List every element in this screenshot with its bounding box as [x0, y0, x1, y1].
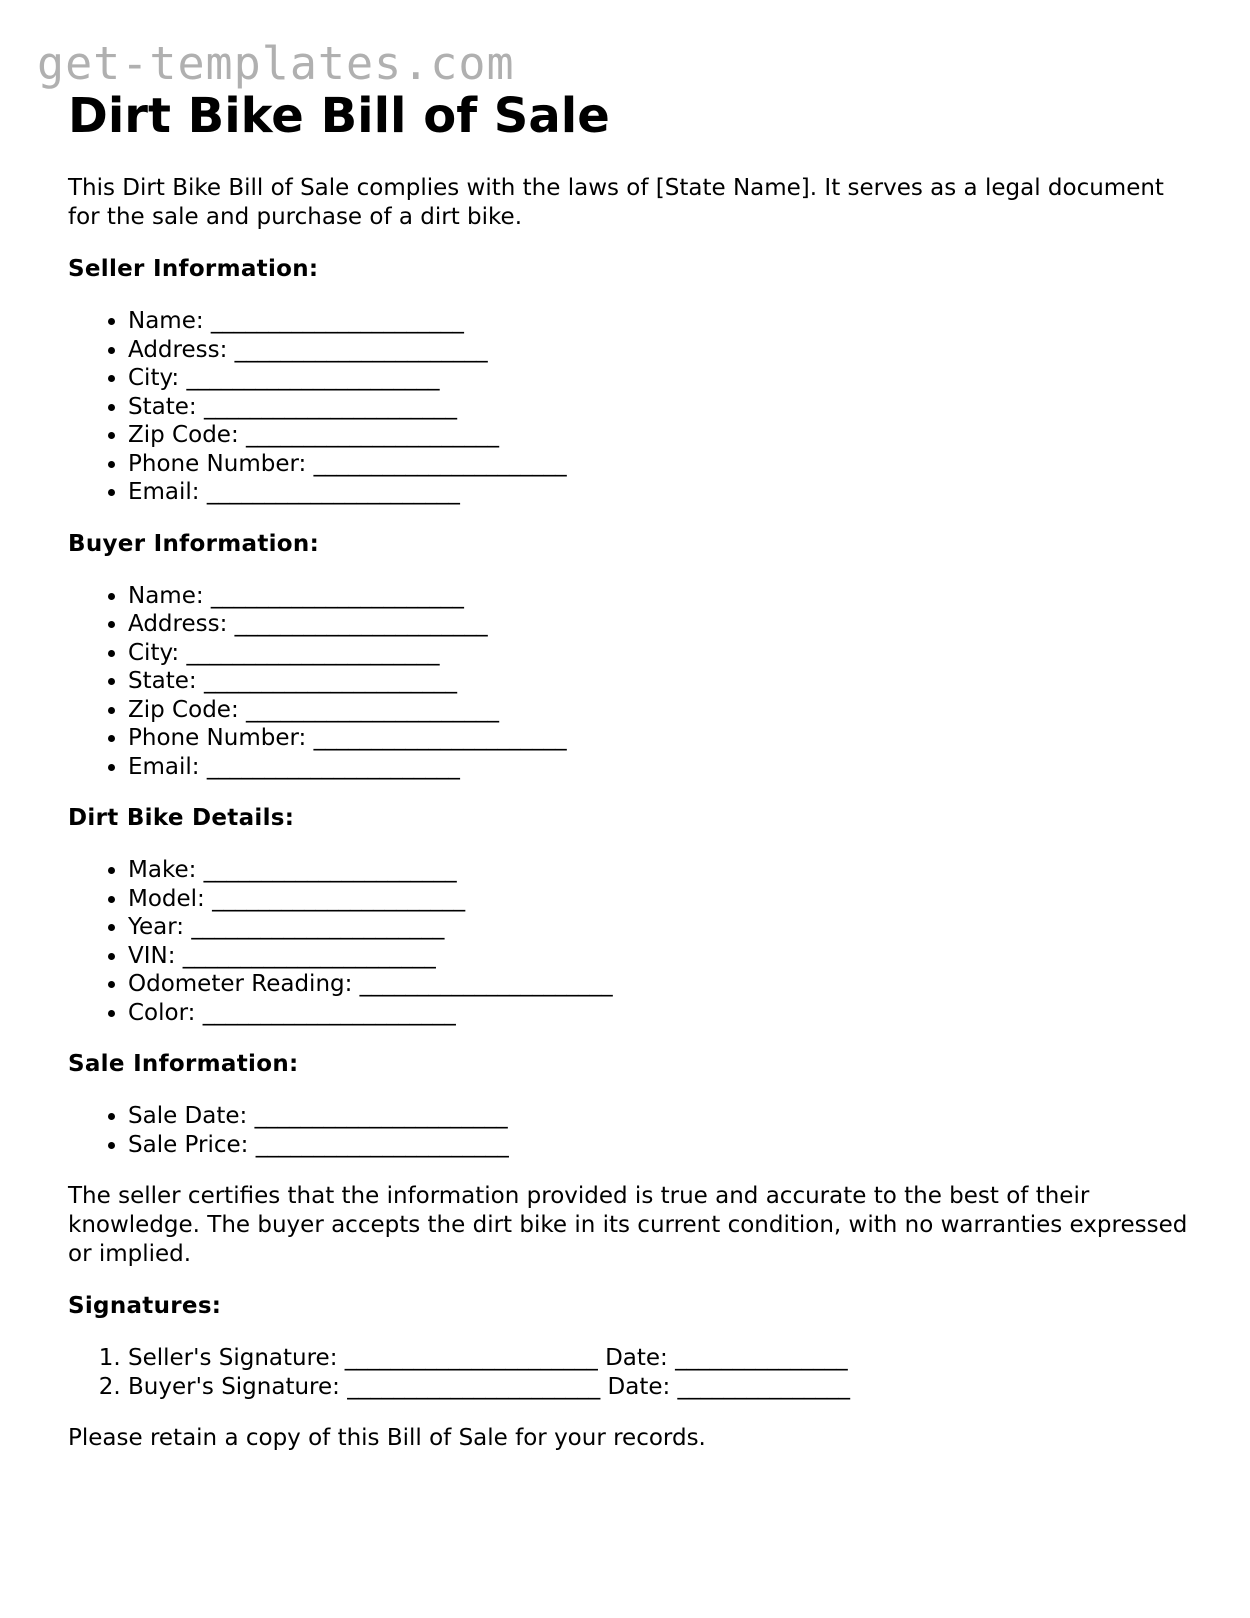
bike-fields-list: [68, 856, 1188, 1027]
bike-model-field: • Model: ______________________: [128, 885, 1188, 914]
buyer-state-field: • State: ______________________: [128, 667, 1188, 696]
seller-email-field: • Email: ______________________: [128, 478, 1188, 507]
sale-date-field: • Sale Date: ______________________: [128, 1102, 1188, 1131]
seller-address-field: • Address: ______________________: [128, 336, 1188, 365]
seller-heading: Seller Information:: [68, 256, 319, 282]
bike-odometer-field: • Odometer Reading: ______________________: [128, 970, 1188, 999]
seller-city-field: • City: ______________________: [128, 364, 1188, 393]
buyer-email-field: • Email: ______________________: [128, 753, 1188, 782]
seller-zip-field: • Zip Code: ______________________: [128, 421, 1188, 450]
sale-fields-list: [68, 1102, 1188, 1159]
watermark-text: get-templates.com: [37, 37, 515, 90]
bike-make-field: • Make: ______________________: [128, 856, 1188, 885]
signatures-heading: Signatures:: [68, 1293, 222, 1319]
document-title: Dirt Bike Bill of Sale: [68, 88, 610, 144]
buyer-address-field: • Address: ______________________: [128, 610, 1188, 639]
buyer-phone-field: • Phone Number: ______________________: [128, 724, 1188, 753]
document-body: [68, 88, 1188, 1453]
seller-signature-line: 1. Seller's Signature: ______________________ Date: _______________: [128, 1344, 1188, 1373]
retain-note: Please retain a copy of this Bill of Sale for your records.: [68, 1425, 706, 1451]
sale-info-heading: Sale Information:: [68, 1051, 299, 1077]
bike-color-field: • Color: ______________________: [128, 999, 1188, 1028]
seller-state-field: • State: ______________________: [128, 393, 1188, 422]
seller-phone-field: • Phone Number: ______________________: [128, 450, 1188, 479]
seller-name-field: • Name: ______________________: [128, 307, 1188, 336]
bike-year-field: • Year: ______________________: [128, 913, 1188, 942]
buyer-signature-line: 2. Buyer's Signature: ______________________ Date: _______________: [128, 1373, 1188, 1402]
signature-lines-list: [68, 1344, 1188, 1401]
seller-fields-list: [68, 307, 1188, 507]
buyer-zip-field: • Zip Code: ______________________: [128, 696, 1188, 725]
buyer-name-field: • Name: ______________________: [128, 582, 1188, 611]
buyer-fields-list: [68, 582, 1188, 782]
certification-paragraph: The seller certifies that the information provided is true and accurate to the best of their knowledge. The buyer accepts the dirt bike in its current condition, with no warranties expressed or implied.: [68, 1183, 1188, 1267]
intro-paragraph: This Dirt Bike Bill of Sale complies with the laws of [State Name]. It serves as a legal document for the sale and purchase of a dirt bike.: [68, 175, 1164, 230]
sale-price-field: • Sale Price: ______________________: [128, 1131, 1188, 1160]
buyer-heading: Buyer Information:: [68, 530, 320, 557]
bike-vin-field: • VIN: ______________________: [128, 942, 1188, 971]
buyer-city-field: • City: ______________________: [128, 639, 1188, 668]
bike-details-heading: Dirt Bike Details:: [68, 805, 295, 831]
